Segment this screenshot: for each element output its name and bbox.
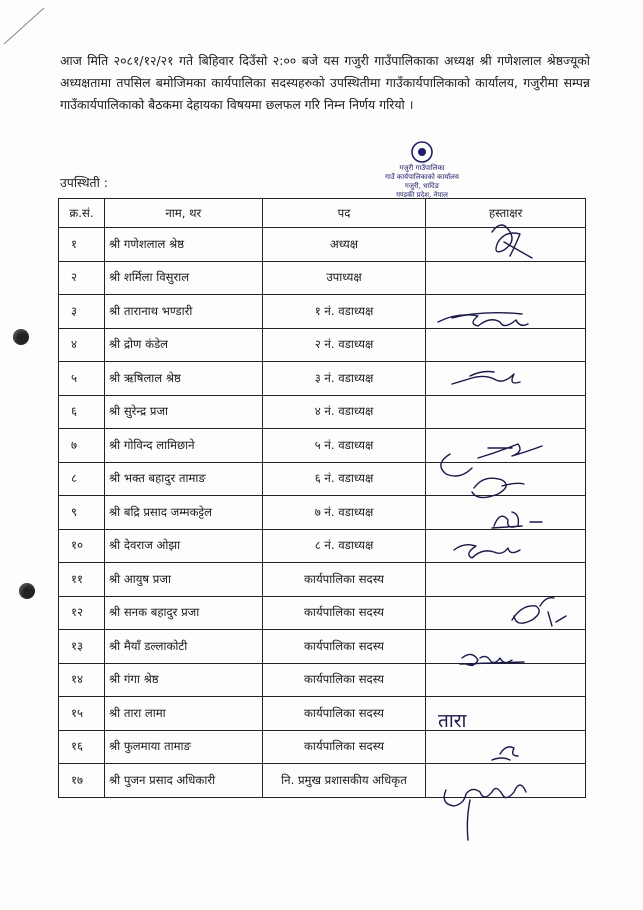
cell-post: कार्यपालिका सदस्य [262,663,426,697]
cell-post: उपाध्यक्ष [262,261,426,295]
table-row [59,630,586,664]
cell-name: श्री गणेशलाल श्रेष्ठ [104,228,262,262]
cell-serial: १७ [59,764,105,798]
cell-post: २ नं. वडाध्यक्ष [262,328,426,362]
cell-serial: १६ [59,730,105,764]
cell-serial: ४ [59,328,105,362]
cell-serial: १० [59,529,105,563]
cell-name: श्री सनक बहादुर प्रजा [104,596,262,630]
cell-serial: ५ [59,362,105,396]
cell-name: श्री पुजन प्रसाद अधिकारी [104,764,262,798]
table-row [59,228,586,262]
cell-post: १ नं. वडाध्यक्ष [262,295,426,329]
cell-signature [426,630,586,664]
cell-name: श्री ऋषिलाल श्रेष्ठ [104,362,262,396]
cell-signature [426,395,586,429]
table-row [59,261,586,295]
table-row [59,764,586,798]
cell-post: अध्यक्ष [262,228,426,262]
table-row [59,529,586,563]
cell-signature [426,462,586,496]
table-row [59,663,586,697]
cell-name: श्री शर्मिला विसुराल [104,261,262,295]
cell-name: श्री तारानाथ भण्डारी [104,295,262,329]
cell-signature [426,730,586,764]
cell-signature [426,328,586,362]
seal-line-3: गजुरी, धादिङ [404,182,440,190]
table-row [59,730,586,764]
cell-signature [426,429,586,463]
table-row [59,362,586,396]
cell-signature [426,529,586,563]
cell-signature [426,228,586,262]
seal-line-1: गजुरी गाउँपालिका [399,164,445,172]
header-signature: हस्ताक्षर [426,199,586,228]
cell-post: कार्यपालिका सदस्य [262,697,426,731]
cell-name: श्री भक्त बहादुर तामाङ [104,462,262,496]
cell-signature [426,764,586,798]
cell-name: श्री तारा लामा [104,697,262,731]
table-row [59,563,586,597]
cell-name: श्री देवराज ओझा [104,529,262,563]
seal-line-4: गण्डकी प्रदेश, नेपाल [396,191,448,199]
cell-post: कार्यपालिका सदस्य [262,630,426,664]
cell-signature [426,362,586,396]
cell-name: श्री सुरेन्द्र प्रजा [104,395,262,429]
cell-signature [426,261,586,295]
cell-serial: ९ [59,496,105,530]
table-row [59,496,586,530]
table-row [59,429,586,463]
office-seal [382,128,462,208]
table-row [59,596,586,630]
cell-signature [426,596,586,630]
cell-signature [426,563,586,597]
attendance-table [58,198,586,798]
cell-serial: १३ [59,630,105,664]
cell-serial: २ [59,261,105,295]
cell-post: ३ नं. वडाध्यक्ष [262,362,426,396]
cell-serial: १५ [59,697,105,731]
cell-post: नि. प्रमुख प्रशासकीय अधिकृत [262,764,426,798]
cell-name: श्री गोविन्द लामिछाने [104,429,262,463]
cell-name: श्री द्रोण कंडेल [104,328,262,362]
table-header-row [59,199,586,228]
table-row [59,395,586,429]
cell-signature [426,697,586,731]
table-row [59,462,586,496]
cell-post: कार्यपालिका सदस्य [262,596,426,630]
cell-signature [426,663,586,697]
attendance-label: उपस्थिती : [60,175,108,190]
punch-hole-upper [13,329,29,345]
cell-serial: ८ [59,462,105,496]
table-row [59,328,586,362]
corner-fold-mark [0,0,60,50]
table-row [59,295,586,329]
cell-name: श्री मैयाँ डल्लाकोटी [104,630,262,664]
cell-serial: ११ [59,563,105,597]
cell-post: कार्यपालिका सदस्य [262,563,426,597]
cell-name: श्री फुलमाया तामाङ [104,730,262,764]
resolution-paragraph: आज मिति २०८१/१२/२१ गते बिहिवार दिउँसो २:०० बजे यस गजुरी गाउँपालिकाका अध्यक्ष श्री गणेशलाल श्रेष्ठज्यूको अध्यक्षतामा तपसिल बमोजिमका कार्यपालिका सदस्यहरुको उपस्थितीमा गाउँकार्यपालिकाको कार्यालय, गजुरीमा सम्पन्न गाउँकार्यपालिकाको बैठकमा देहायका विषयमा छलफल गरि निम्न निर्णय गरियो । [60,53,590,112]
cell-post: ७ नं. वडाध्यक्ष [262,496,426,530]
cell-serial: ७ [59,429,105,463]
cell-serial: १ [59,228,105,262]
cell-serial: १२ [59,596,105,630]
header-post: पद [262,199,426,228]
header-serial: क्र.सं. [59,199,105,228]
cell-name: श्री बद्रि प्रसाद जम्मकट्टेल [104,496,262,530]
cell-name: श्री गंगा श्रेष्ठ [104,663,262,697]
seal-line-2: गाउँ कार्यपालिकाको कार्यालय [385,173,459,181]
cell-signature [426,295,586,329]
cell-serial: १४ [59,663,105,697]
cell-serial: ६ [59,395,105,429]
table-row [59,697,586,731]
cell-serial: ३ [59,295,105,329]
cell-post: ५ नं. वडाध्यक्ष [262,429,426,463]
cell-post: ४ नं. वडाध्यक्ष [262,395,426,429]
cell-post: ८ नं. वडाध्यक्ष [262,529,426,563]
cell-signature [426,496,586,530]
signature-15-text: तारा [438,710,467,732]
cell-post: ६ नं. वडाध्यक्ष [262,462,426,496]
cell-name: श्री आयुष प्रजा [104,563,262,597]
header-name: नाम, थर [104,199,262,228]
punch-hole-lower [19,583,35,599]
cell-post: कार्यपालिका सदस्य [262,730,426,764]
